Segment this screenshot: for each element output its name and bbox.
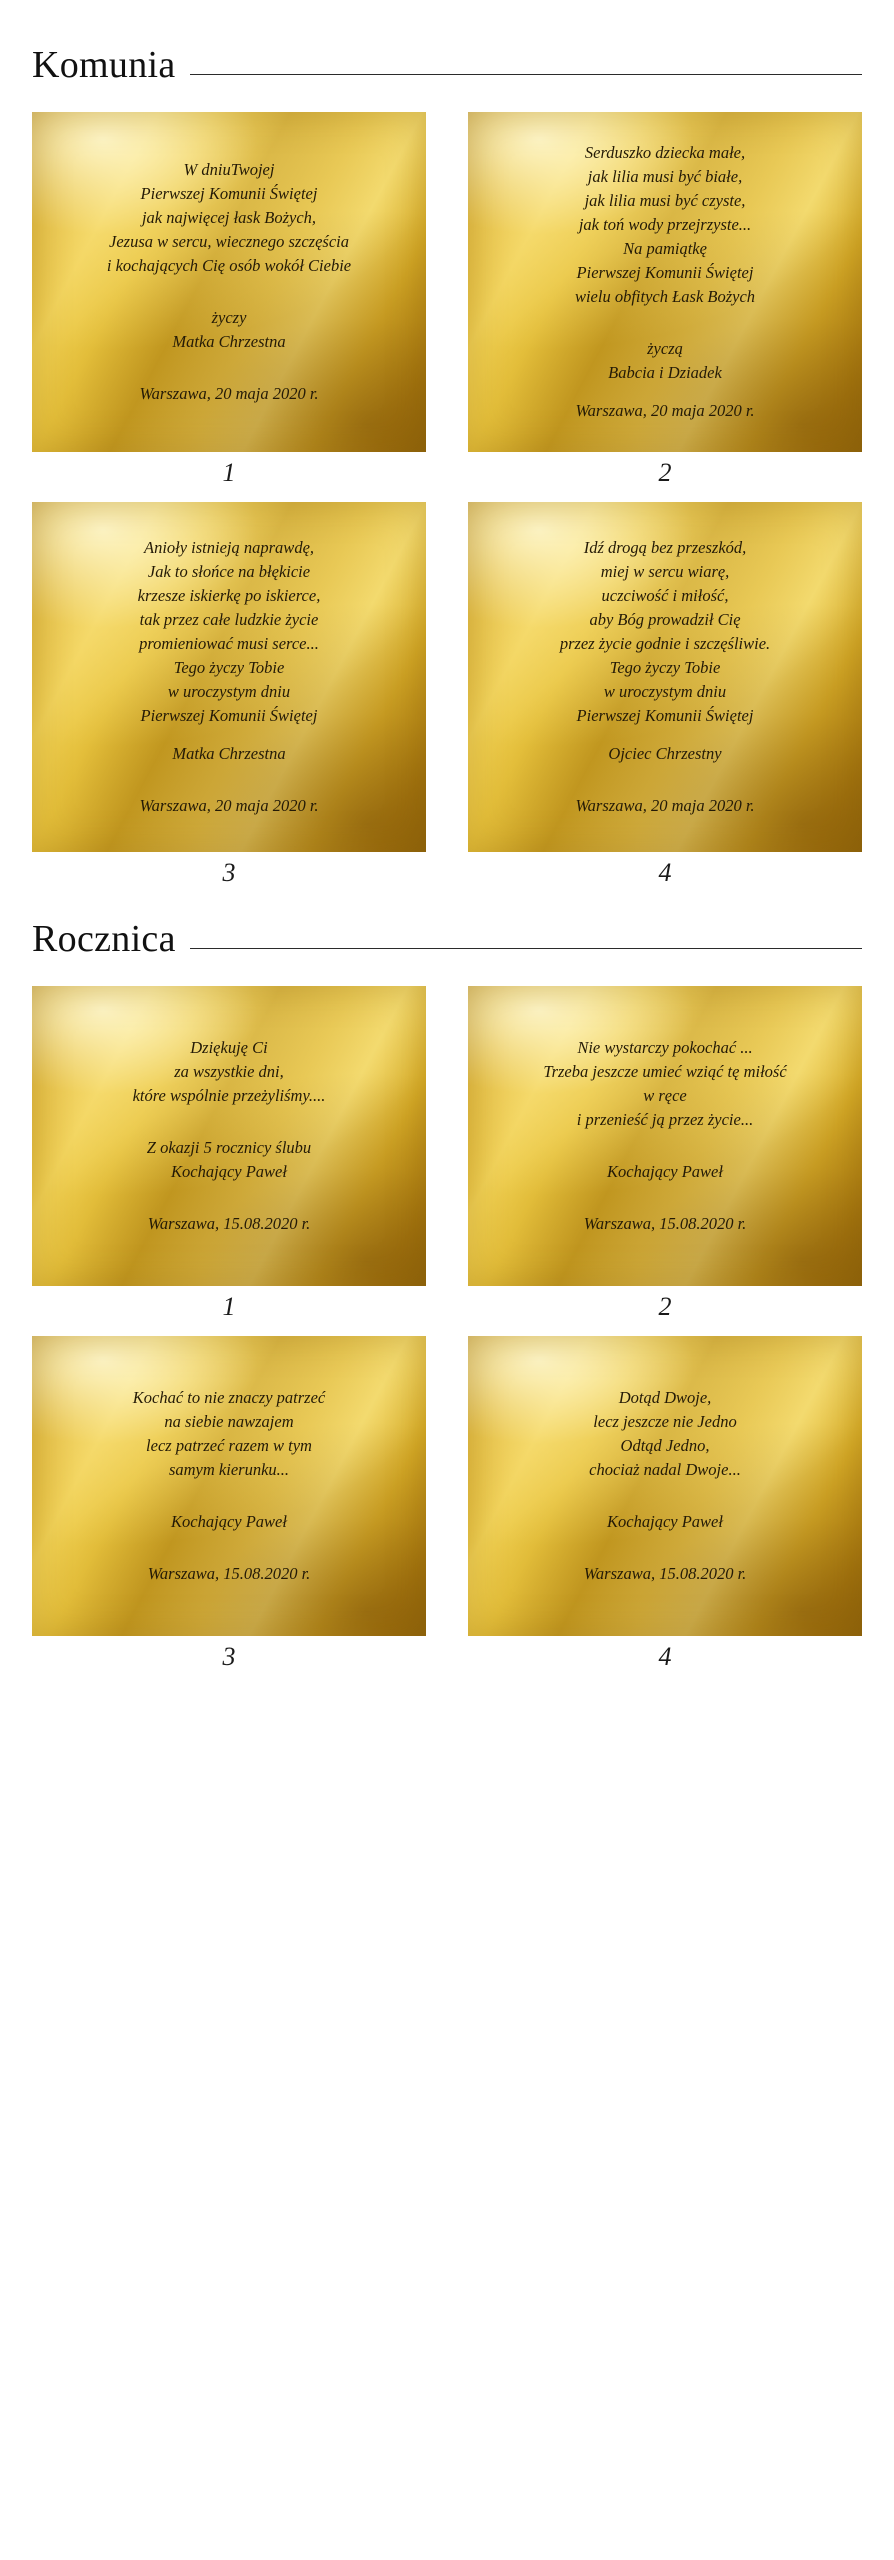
card-line: Matka Chrzestna (172, 743, 286, 763)
card-line-blank (482, 766, 848, 780)
greeting-card[interactable] (32, 112, 426, 452)
card-line: jak najwięcej łask Bożych, (141, 208, 317, 228)
card-line-blank (46, 1482, 412, 1496)
card-line: wielu obfitych Łask Bożych (574, 286, 756, 306)
card-line-blank (46, 728, 412, 742)
card-text (482, 1386, 848, 1586)
card-line-blank (46, 278, 412, 292)
card-line: chociaż nadal Dwoje... (589, 1459, 741, 1479)
card-line: tak przez całe ludzkie życie (139, 610, 319, 630)
card-line: promieniować musi serce... (139, 633, 319, 653)
card-line: krzesze iskierkę po iskierce, (137, 586, 321, 606)
card-line: w ręce (643, 1085, 687, 1105)
card-cell (32, 986, 426, 1336)
section-header (32, 46, 862, 86)
card-line: Kochający Paweł (171, 1511, 287, 1531)
greeting-card[interactable] (468, 1336, 862, 1636)
section-divider (190, 948, 862, 949)
card-line: Trzeba jeszcze umieć wziąć tę miłość (543, 1061, 787, 1081)
card-caption: 3 (222, 1641, 236, 1671)
card-text (46, 536, 412, 817)
section-title: Komunia (32, 44, 176, 86)
card-line: Babcia i Dziadek (608, 362, 722, 382)
card-line-date: Warszawa, 20 maja 2020 r. (139, 383, 319, 403)
card-line: Pierwszej Komunii Świętej (576, 262, 754, 282)
card-line-blank (482, 1496, 848, 1510)
greeting-card[interactable] (32, 986, 426, 1286)
card-line-date: Warszawa, 15.08.2020 r. (583, 1213, 747, 1233)
card-line-date: Warszawa, 20 maja 2020 r. (575, 795, 755, 815)
card-line-date: Warszawa, 20 maja 2020 r. (575, 400, 755, 420)
card-line: Ojciec Chrzestny (608, 743, 722, 763)
card-line: Jak to słońce na błękicie (147, 562, 311, 582)
section-komunia (32, 46, 862, 902)
card-line: Anioły istnieją naprawdę, (143, 538, 315, 558)
card-line: które wspólnie przeżyliśmy.... (132, 1085, 326, 1105)
card-line-blank (46, 780, 412, 794)
card-line: Jezusa w sercu, wiecznego szczęścia (109, 231, 349, 251)
card-cell (32, 1336, 426, 1686)
card-caption: 2 (658, 1291, 672, 1321)
card-line: Kochać to nie znaczy patrzeć (132, 1388, 326, 1408)
card-line-blank (482, 385, 848, 399)
card-caption: 1 (222, 457, 236, 487)
card-line: za wszystkie dni, (174, 1061, 284, 1081)
card-line: miej w sercu wiarę, (600, 562, 730, 582)
card-line-blank (482, 1548, 848, 1562)
greeting-card[interactable] (468, 112, 862, 452)
card-line-blank (46, 1184, 412, 1198)
card-line-blank (46, 766, 412, 780)
card-line: życzą (647, 338, 683, 358)
card-grid-rocznica (32, 986, 862, 1686)
card-line: Pierwszej Komunii Świętej (576, 705, 754, 725)
card-caption: 4 (658, 1641, 672, 1671)
card-text (482, 141, 848, 422)
greeting-card[interactable] (32, 502, 426, 852)
card-line-date: Warszawa, 15.08.2020 r. (147, 1213, 311, 1233)
card-line: jak lilia musi być białe, (587, 167, 743, 187)
section-divider (190, 74, 862, 75)
card-line: i kochających Cię osób wokół Ciebie (106, 255, 352, 275)
card-line: życzy (211, 307, 247, 327)
card-cell (32, 112, 426, 502)
card-line-blank (46, 292, 412, 306)
card-line: i przenieść ją przez życie... (576, 1109, 754, 1129)
card-line: w uroczystym dniu (603, 681, 727, 701)
section-title: Rocznica (32, 917, 176, 960)
card-line-date: Warszawa, 20 maja 2020 r. (139, 795, 319, 815)
section-rocznica (32, 917, 862, 1686)
section-header (32, 917, 862, 960)
card-line: W dniuTwojej (183, 160, 275, 180)
card-caption: 3 (222, 857, 236, 887)
greeting-card[interactable] (468, 986, 862, 1286)
card-line: lecz jeszcze nie Jedno (593, 1411, 737, 1431)
card-line: Kochający Paweł (607, 1511, 723, 1531)
card-cell (468, 112, 862, 502)
card-line: jak lilia musi być czyste, (584, 191, 746, 211)
card-line: aby Bóg prowadził Cię (589, 610, 741, 630)
card-line: Kochający Paweł (171, 1161, 287, 1181)
card-line-date: Warszawa, 15.08.2020 r. (147, 1563, 311, 1583)
card-line-blank (482, 780, 848, 794)
card-line-blank (46, 1548, 412, 1562)
card-line-blank (46, 1534, 412, 1548)
card-line-blank (482, 728, 848, 742)
card-text (46, 1386, 412, 1586)
card-caption: 1 (222, 1291, 236, 1321)
card-line: Tego życzy Tobie (173, 657, 285, 677)
card-cell (32, 502, 426, 902)
card-line-blank (46, 1496, 412, 1510)
card-grid-komunia (32, 112, 862, 902)
card-caption: 4 (658, 857, 672, 887)
card-line-blank (46, 1108, 412, 1122)
card-line-blank (482, 323, 848, 337)
card-cell (468, 986, 862, 1336)
card-line-blank (482, 1198, 848, 1212)
card-line: lecz patrzeć razem w tym (146, 1435, 312, 1455)
card-line: Na pamiątkę (623, 238, 707, 258)
card-line: Serduszko dziecka małe, (584, 143, 746, 163)
card-line: Dotąd Dwoje, (618, 1388, 712, 1408)
card-line: w uroczystym dniu (167, 681, 291, 701)
card-line: Odtąd Jedno, (620, 1435, 710, 1455)
card-line-blank (46, 368, 412, 382)
card-line-blank (46, 1122, 412, 1136)
card-text (46, 1036, 412, 1236)
card-line: Tego życzy Tobie (609, 657, 721, 677)
card-line: samym kierunku... (168, 1459, 290, 1479)
card-cell (468, 502, 862, 902)
card-line: uczciwość i miłość, (601, 586, 729, 606)
card-text (482, 1036, 848, 1236)
card-caption: 2 (658, 457, 672, 487)
card-cell (468, 1336, 862, 1686)
card-line: Idź drogą bez przeszkód, (583, 538, 747, 558)
card-line-blank (482, 1146, 848, 1160)
card-text (46, 158, 412, 405)
card-line-date: Warszawa, 15.08.2020 r. (583, 1563, 747, 1583)
card-line: Pierwszej Komunii Świętej (140, 705, 318, 725)
card-line-blank (482, 1534, 848, 1548)
card-line: Nie wystarczy pokochać ... (577, 1038, 753, 1058)
greeting-card[interactable] (468, 502, 862, 852)
card-line-blank (482, 309, 848, 323)
card-line-blank (46, 1198, 412, 1212)
card-line-blank (482, 1132, 848, 1146)
greeting-card[interactable] (32, 1336, 426, 1636)
card-line: Dziękuję Ci (190, 1038, 268, 1058)
card-line: Kochający Paweł (607, 1161, 723, 1181)
card-line: Pierwszej Komunii Świętej (140, 184, 318, 204)
card-line-blank (482, 1482, 848, 1496)
card-line-blank (482, 1184, 848, 1198)
card-line: jak toń wody przejrzyste... (578, 215, 752, 235)
card-line: Matka Chrzestna (172, 331, 286, 351)
card-line: przez życie godnie i szczęśliwie. (559, 633, 771, 653)
card-text (482, 536, 848, 817)
card-line: Z okazji 5 rocznicy ślubu (146, 1137, 312, 1157)
card-line: na siebie nawzajem (164, 1411, 294, 1431)
card-line-blank (46, 354, 412, 368)
